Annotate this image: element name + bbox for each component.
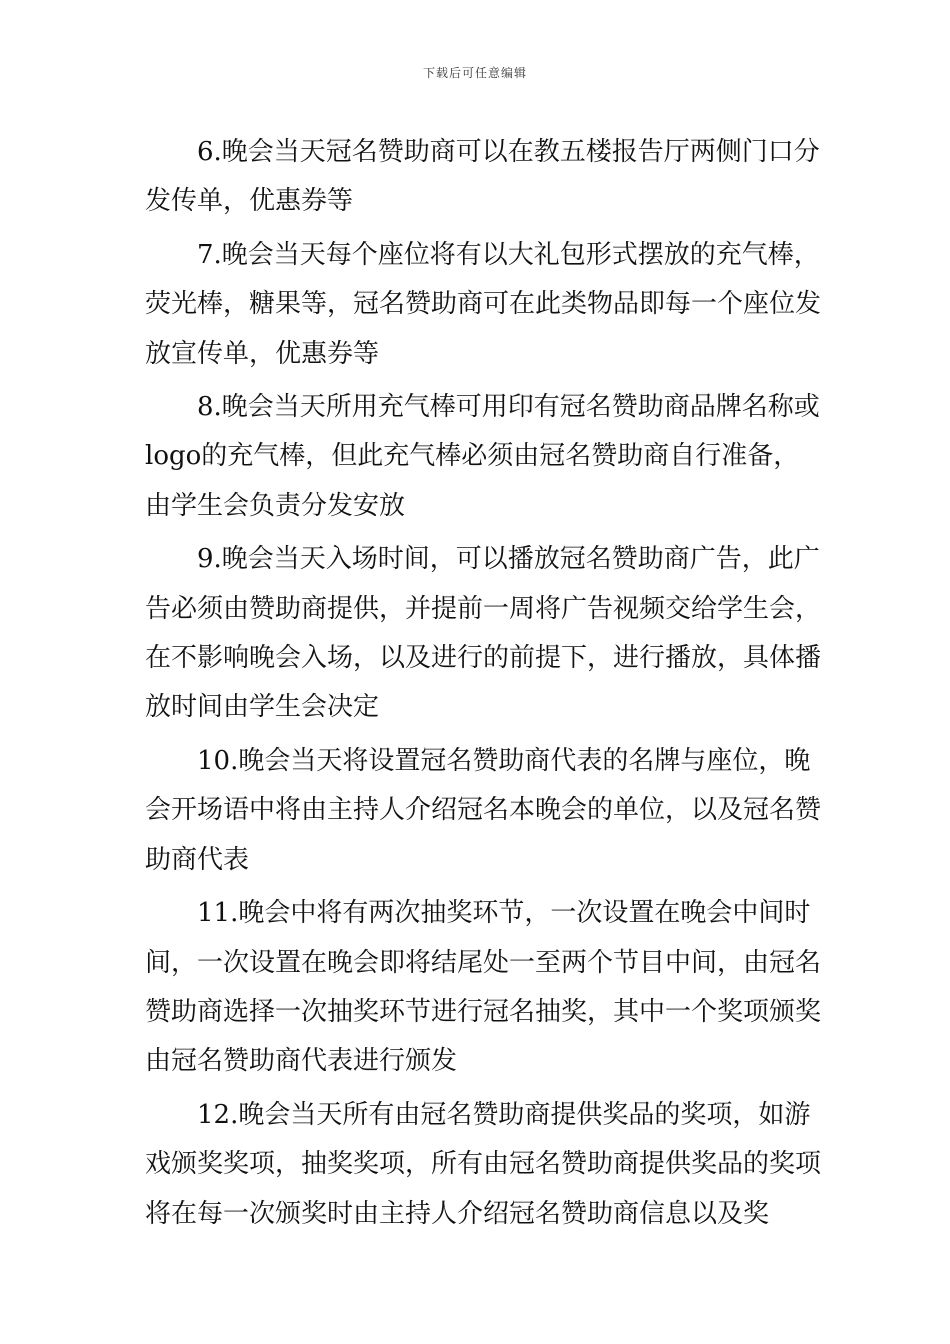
paragraph-item-10: 10.晚会当天将设置冠名赞助商代表的名牌与座位，晚会开场语中将由主持人介绍冠名本晚会的单位，以及冠名赞助商代表 bbox=[145, 745, 822, 875]
paragraph-item-6: 6.晚会当天冠名赞助商可以在教五楼报告厅两侧门口分发传单，优惠券等 bbox=[145, 137, 820, 217]
paragraph-item-8: 8.晚会当天所用充气棒可用印有冠名赞助商品牌名称或logo的充气棒，但此充气棒必须由冠名赞助商自行准备，由学生会负责分发安放 bbox=[145, 392, 820, 521]
document-body bbox=[145, 128, 825, 1243]
paragraph-item-7: 7.晚会当天每个座位将有以大礼包形式摆放的充气棒，荧光棒，糖果等，冠名赞助商可在此类物品即每一个座位发放宣传单，优惠券等 bbox=[145, 239, 822, 369]
paragraph-item-11: 11.晚会中将有两次抽奖环节，一次设置在晚会中间时间，一次设置在晚会即将结尾处一至两个节目中间，由冠名赞助商选择一次抽奖环节进行冠名抽奖，其中一个奖项颁奖由冠名赞助商代表进行颁发 bbox=[145, 898, 822, 1077]
page-header-note: 下载后可任意编辑 bbox=[422, 66, 527, 80]
paragraph-item-9: 9.晚会当天入场时间，可以播放冠名赞助商广告，此广告必须由赞助商提供，并提前一周将广告视频交给学生会，在不影响晚会入场，以及进行的前提下，进行播放，具体播放时间由学生会决定 bbox=[145, 544, 822, 723]
paragraph-item-12: 12.晚会当天所有由冠名赞助商提供奖品的奖项，如游戏颁奖奖项，抽奖奖项，所有由冠名赞助商提供奖品的奖项将在每一次颁奖时由主持人介绍冠名赞助商信息以及奖 bbox=[145, 1099, 822, 1229]
